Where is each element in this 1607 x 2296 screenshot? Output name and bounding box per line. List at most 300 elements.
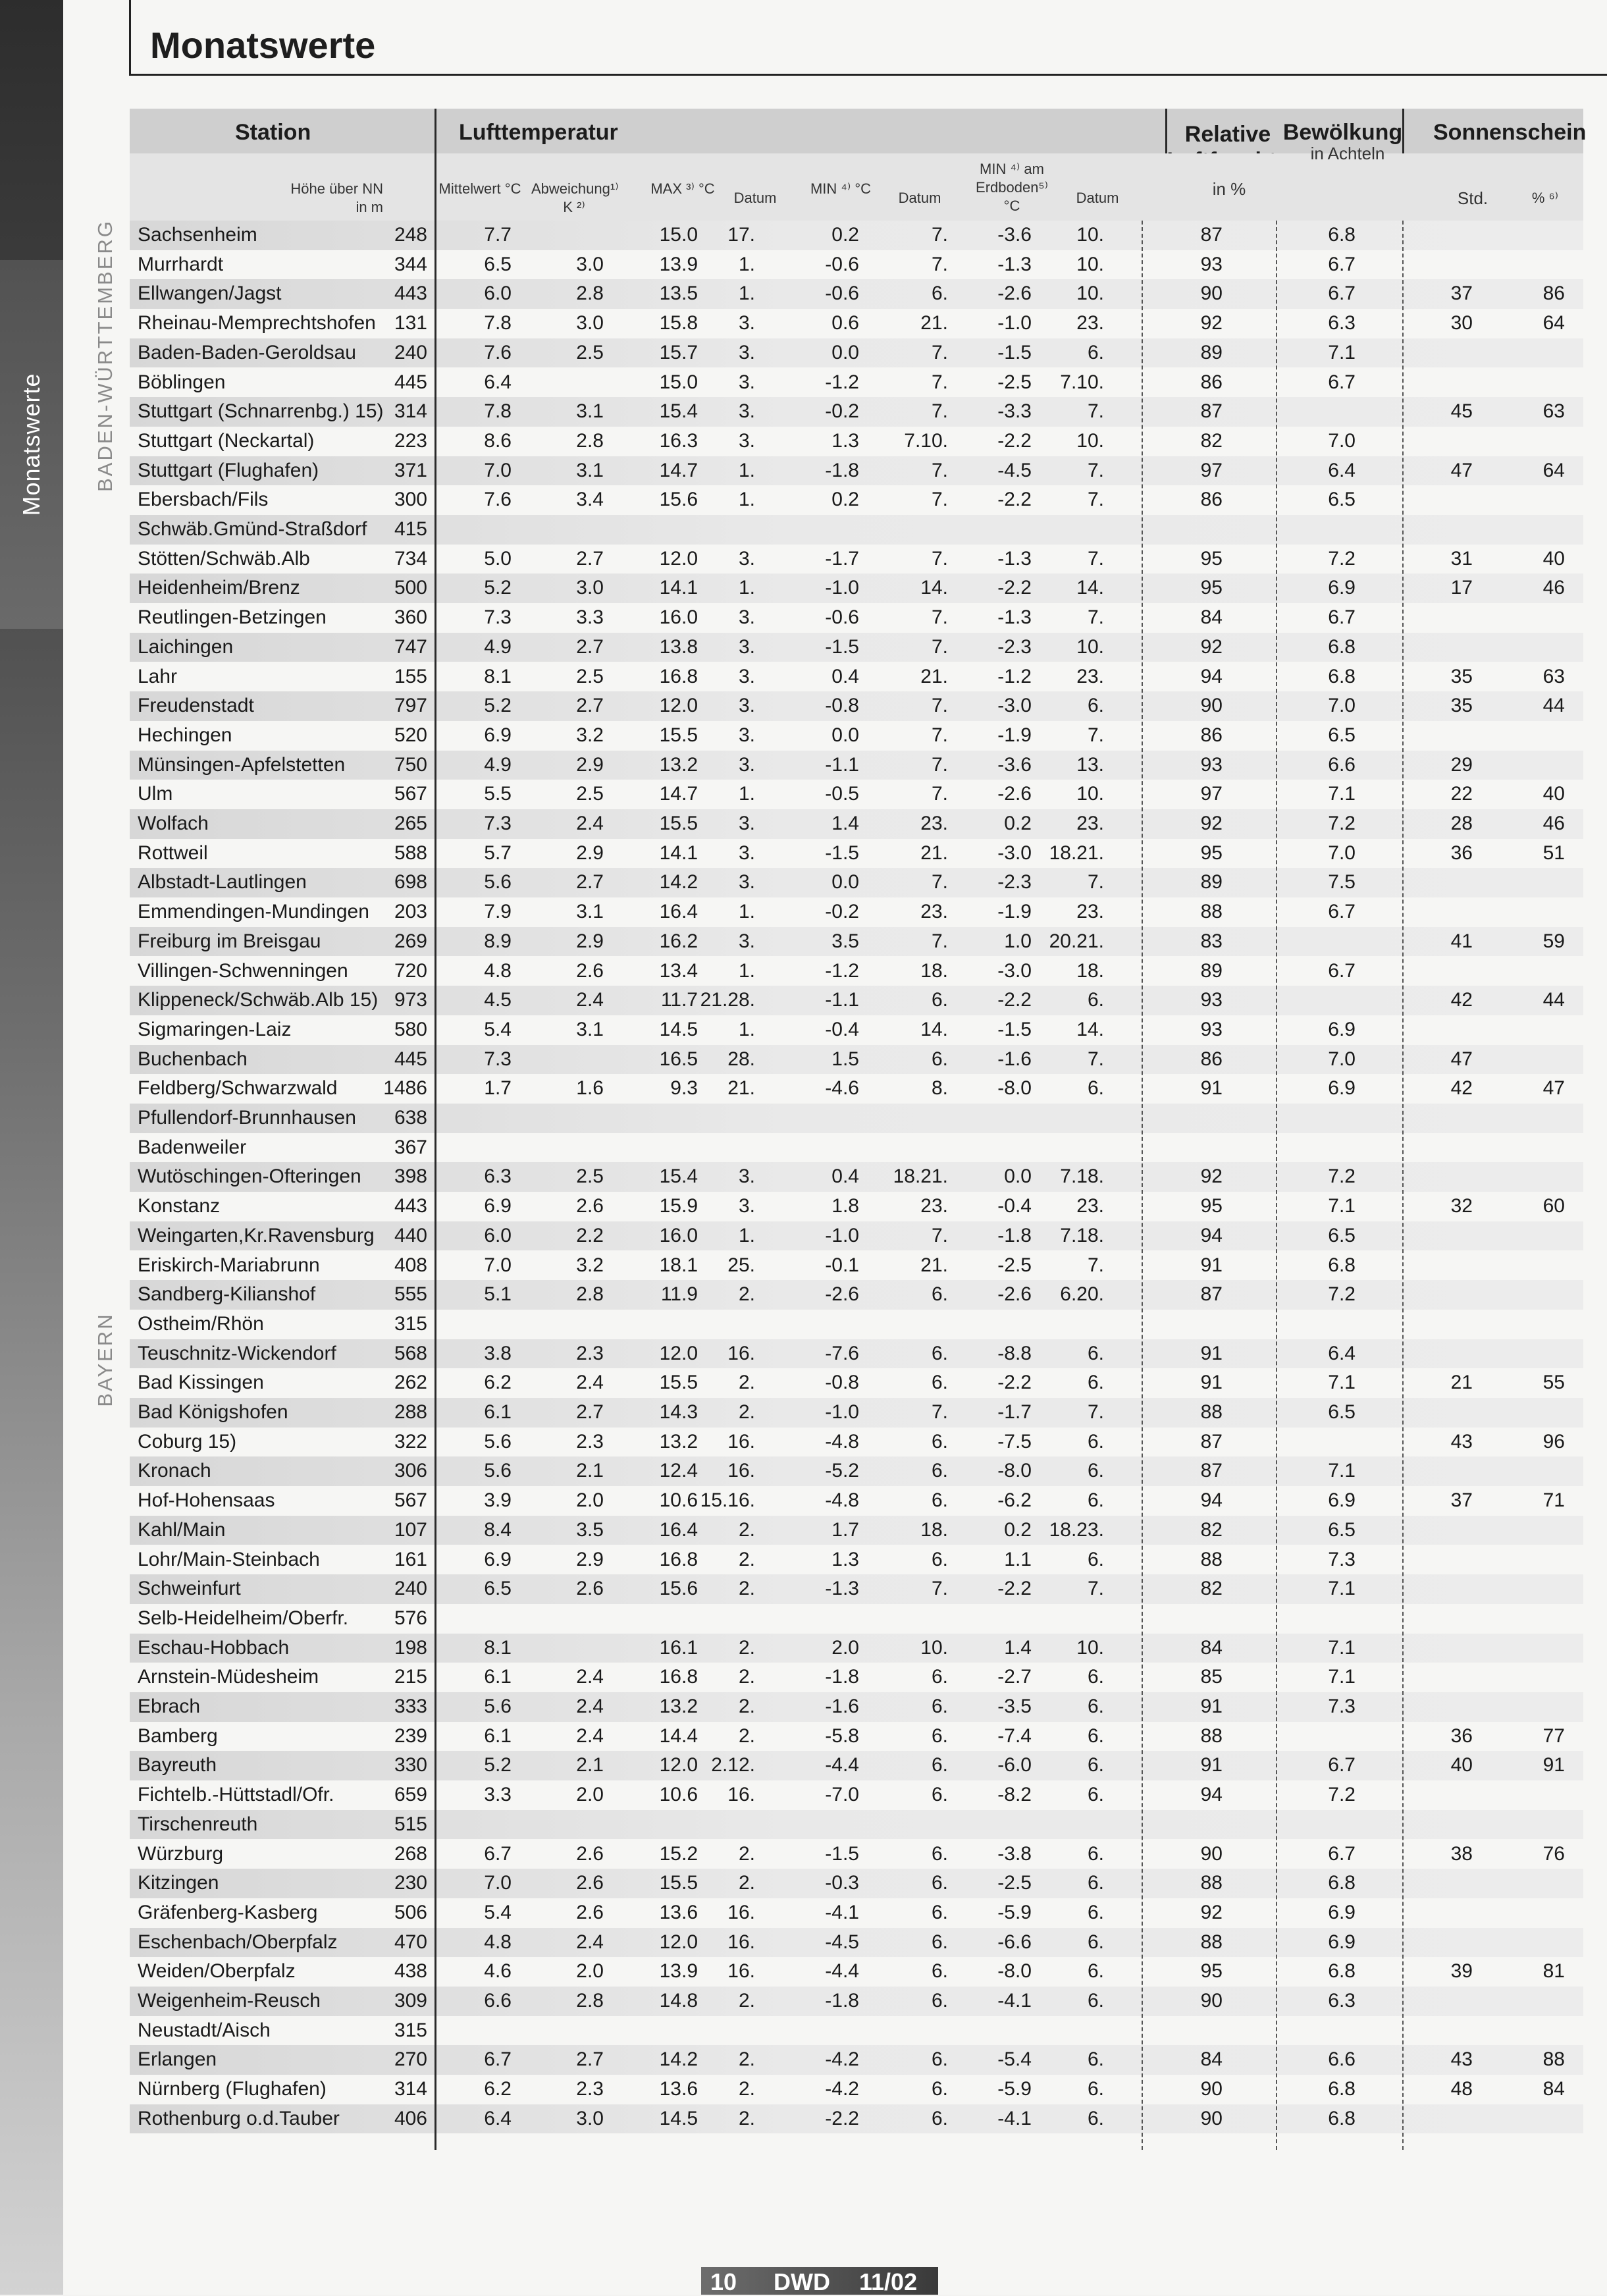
header-cloud: Bewölkung <box>1282 120 1403 145</box>
cell-name: Reutlingen-Betzingen <box>138 606 327 629</box>
cell-humidity: 82 <box>1200 429 1223 452</box>
cell-name: Fichtelb.-Hüttstadl/Ofr. <box>138 1784 334 1806</box>
cell-humidity: 94 <box>1200 1224 1223 1246</box>
cell-date-min: 7. <box>931 871 948 894</box>
cell-date-ground: 10. <box>1076 1636 1104 1659</box>
cell-max: 15.5 <box>659 724 698 746</box>
cell-date-ground: 6. <box>1087 2107 1104 2129</box>
cell-min-ground: -8.0 <box>997 1077 1032 1100</box>
cell-date-ground: 7.18. <box>1060 1224 1104 1246</box>
cell-humidity: 93 <box>1200 753 1223 776</box>
cell-humidity: 88 <box>1200 1548 1223 1570</box>
cell-cloud: 6.9 <box>1328 577 1356 599</box>
cell-min: -1.8 <box>825 1990 859 2012</box>
cell-sun-percent: 64 <box>1542 459 1565 481</box>
cell-date-max: 3. <box>738 547 755 570</box>
cell-mean: 3.3 <box>484 1784 512 1806</box>
cell-date-min: 6. <box>931 1283 948 1306</box>
cell-deviation: 2.4 <box>576 1931 604 1953</box>
cell-humidity: 87 <box>1200 1460 1223 1482</box>
cell-date-min: 14. <box>920 577 948 599</box>
cell-date-min: 23. <box>920 1195 948 1217</box>
cell-date-ground: 20.21. <box>1049 930 1104 952</box>
cell-humidity: 91 <box>1200 1372 1223 1394</box>
cell-date-max: 2. <box>738 1283 755 1306</box>
table-row <box>130 2075 1583 2104</box>
subheader-altitude: Höhe über NN in m <box>290 180 383 215</box>
cell-name: Wolfach <box>138 813 209 834</box>
table-row <box>130 1162 1583 1192</box>
cell-min: -2.2 <box>825 2107 859 2129</box>
table-row <box>130 1074 1583 1104</box>
cell-date-min: 6. <box>931 1342 948 1364</box>
cell-date-ground: 6. <box>1087 1548 1104 1570</box>
cell-cloud: 7.2 <box>1328 1165 1356 1188</box>
cell-cloud: 6.4 <box>1328 1342 1356 1364</box>
cell-date-min: 7. <box>931 635 948 658</box>
cell-date-ground: 6. <box>1087 1990 1104 2012</box>
cell-altitude: 309 <box>394 1990 427 2012</box>
table-row <box>130 1045 1583 1075</box>
cell-cloud: 6.5 <box>1328 1224 1356 1246</box>
cell-min: -7.0 <box>825 1784 859 1806</box>
cell-date-min: 6. <box>931 1430 948 1453</box>
cell-date-min: 6. <box>931 1460 948 1482</box>
cell-humidity: 88 <box>1200 901 1223 923</box>
table-row <box>130 957 1583 986</box>
cell-humidity: 89 <box>1200 959 1223 982</box>
cell-date-min: 6. <box>931 1872 948 1894</box>
cell-deviation: 3.0 <box>576 253 604 275</box>
cell-max: 16.8 <box>659 665 698 687</box>
cell-date-ground: 23. <box>1076 813 1104 834</box>
cell-date-min: 6. <box>931 1784 948 1806</box>
cell-min: -1.7 <box>825 547 859 570</box>
cell-name: Schweinfurt <box>138 1578 241 1600</box>
cell-sun-percent: 88 <box>1542 2048 1565 2071</box>
cell-name: Rheinau-Memprechtshofen <box>138 312 376 334</box>
cell-humidity: 90 <box>1200 282 1223 305</box>
cell-date-max: 2. <box>738 1636 755 1659</box>
cell-date-ground: 7.18. <box>1060 1165 1104 1188</box>
cell-min-ground: -7.5 <box>997 1430 1032 1453</box>
cell-date-max: 28. <box>727 1048 755 1070</box>
cell-date-max: 2. <box>738 1872 755 1894</box>
cell-max: 16.4 <box>659 901 698 923</box>
cell-min: -1.8 <box>825 459 859 481</box>
cell-altitude: 265 <box>394 813 427 834</box>
cell-altitude: 659 <box>394 1784 427 1806</box>
cell-date-min: 7. <box>931 547 948 570</box>
cell-deviation: 3.2 <box>576 724 604 746</box>
cell-date-min: 23. <box>920 901 948 923</box>
cell-min-ground: -2.5 <box>997 371 1032 393</box>
cell-date-ground: 18. <box>1076 959 1104 982</box>
cell-min-ground: -6.0 <box>997 1754 1032 1776</box>
cell-max: 12.0 <box>659 1342 698 1364</box>
table-row <box>130 662 1583 692</box>
cell-humidity: 90 <box>1200 1990 1223 2012</box>
cell-mean: 7.7 <box>484 224 512 246</box>
cell-humidity: 91 <box>1200 1342 1223 1364</box>
cell-min: 0.2 <box>831 224 859 246</box>
cell-humidity: 88 <box>1200 1724 1223 1747</box>
cell-altitude: 406 <box>394 2107 427 2129</box>
cell-date-min: 7. <box>931 224 948 246</box>
cell-min-ground: -1.8 <box>997 1224 1032 1246</box>
cell-cloud: 6.3 <box>1328 1990 1356 2012</box>
cell-min: 1.3 <box>831 1548 859 1570</box>
cell-mean: 7.0 <box>484 1872 512 1894</box>
cell-name: Heidenheim/Brenz <box>138 577 300 599</box>
cell-min-ground: -8.0 <box>997 1960 1032 1983</box>
cell-mean: 4.9 <box>484 635 512 658</box>
cell-deviation: 3.0 <box>576 577 604 599</box>
cell-name: Sachsenheim <box>138 224 257 246</box>
cell-cloud: 6.7 <box>1328 371 1356 393</box>
cell-cloud: 7.3 <box>1328 1695 1356 1717</box>
header-air-temperature: Lufttemperatur <box>459 120 618 145</box>
table-row <box>130 691 1583 721</box>
cell-mean: 4.9 <box>484 753 512 776</box>
cell-sun-hours: 35 <box>1450 695 1473 717</box>
cell-cloud: 7.2 <box>1328 547 1356 570</box>
cell-name: Villingen-Schwenningen <box>138 959 348 982</box>
cell-max: 13.8 <box>659 635 698 658</box>
table-row <box>130 1840 1583 1869</box>
cell-altitude: 698 <box>394 871 427 894</box>
cell-min: 1.8 <box>831 1195 859 1217</box>
cell-date-ground: 6. <box>1087 1724 1104 1747</box>
cell-altitude: 230 <box>394 1872 427 1894</box>
cell-humidity: 94 <box>1200 1489 1223 1512</box>
cell-min-ground: -5.4 <box>997 2048 1032 2071</box>
cell-date-min: 6. <box>931 1960 948 1983</box>
cell-deviation: 2.4 <box>576 1724 604 1747</box>
cell-cloud: 6.7 <box>1328 1842 1356 1865</box>
cell-date-max: 2. <box>738 1724 755 1747</box>
cell-max: 13.9 <box>659 1960 698 1983</box>
cell-min-ground: -6.6 <box>997 1931 1032 1953</box>
cell-humidity: 86 <box>1200 724 1223 746</box>
cell-min-ground: -2.2 <box>997 1578 1032 1600</box>
cell-min-ground: -8.8 <box>997 1342 1032 1364</box>
cell-mean: 5.6 <box>484 1460 512 1482</box>
cell-deviation: 2.7 <box>576 2048 604 2071</box>
cell-altitude: 576 <box>394 1607 427 1629</box>
cell-date-ground: 6. <box>1087 1784 1104 1806</box>
cell-min-ground: -3.0 <box>997 695 1032 717</box>
cell-min-ground: -2.6 <box>997 783 1032 805</box>
cell-date-max: 3. <box>738 930 755 952</box>
cell-name: Lohr/Main-Steinbach <box>138 1548 320 1570</box>
cell-min: 0.0 <box>831 724 859 746</box>
cell-cloud: 7.5 <box>1328 871 1356 894</box>
cell-min: 0.2 <box>831 489 859 511</box>
cell-deviation: 2.7 <box>576 1401 604 1423</box>
cell-name: Murrhardt <box>138 253 224 275</box>
cell-date-ground: 14. <box>1076 577 1104 599</box>
cell-min-ground: -4.1 <box>997 2107 1032 2129</box>
table-row <box>130 633 1583 662</box>
cell-name: Ebersbach/Fils <box>138 489 269 511</box>
cell-date-max: 21. <box>727 1077 755 1100</box>
cell-deviation: 2.9 <box>576 1548 604 1570</box>
cell-max: 15.5 <box>659 1872 698 1894</box>
cell-date-max: 16. <box>727 1430 755 1453</box>
cell-date-min: 6. <box>931 1372 948 1394</box>
cell-name: Münsingen-Apfelstetten <box>138 753 346 776</box>
cell-sun-percent: 47 <box>1542 1077 1565 1100</box>
cell-name: Weiden/Oberpfalz <box>138 1960 296 1983</box>
table-row <box>130 897 1583 927</box>
cell-altitude: 315 <box>394 1312 427 1335</box>
cell-humidity: 89 <box>1200 341 1223 363</box>
cell-name: Weigenheim-Reusch <box>138 1990 321 2012</box>
cell-min-ground: -6.2 <box>997 1489 1032 1512</box>
cell-humidity: 90 <box>1200 2078 1223 2100</box>
cell-mean: 6.0 <box>484 1224 512 1246</box>
cell-max: 15.7 <box>659 341 698 363</box>
cell-name: Gräfenberg-Kasberg <box>138 1901 318 1923</box>
cell-humidity: 86 <box>1200 371 1223 393</box>
cell-date-min: 21. <box>920 665 948 687</box>
table-row <box>130 1957 1583 1987</box>
cell-altitude: 750 <box>394 753 427 776</box>
cell-date-ground: 10. <box>1076 253 1104 275</box>
cell-date-max: 2. <box>738 2048 755 2071</box>
cell-date-min: 7. <box>931 1401 948 1423</box>
cell-altitude: 314 <box>394 2078 427 2100</box>
cell-min: -0.2 <box>825 400 859 423</box>
cell-altitude: 734 <box>394 547 427 570</box>
cell-altitude: 398 <box>394 1165 427 1188</box>
cell-altitude: 515 <box>394 1813 427 1835</box>
cell-deviation: 3.4 <box>576 489 604 511</box>
cell-date-max: 2. <box>738 2078 755 2100</box>
cell-deviation: 2.4 <box>576 989 604 1011</box>
cell-humidity: 91 <box>1200 1754 1223 1776</box>
cell-min: -0.6 <box>825 253 859 275</box>
cell-mean: 5.4 <box>484 1018 512 1040</box>
cell-min: -1.0 <box>825 577 859 599</box>
cell-altitude: 333 <box>394 1695 427 1717</box>
table-row <box>130 1604 1583 1634</box>
cell-cloud: 6.7 <box>1328 1754 1356 1776</box>
cell-name: Bayreuth <box>138 1754 217 1776</box>
cell-date-ground: 6. <box>1087 341 1104 363</box>
cell-humidity: 95 <box>1200 1195 1223 1217</box>
table-row <box>130 1398 1583 1428</box>
cell-min-ground: -8.2 <box>997 1784 1032 1806</box>
cell-mean: 5.0 <box>484 547 512 570</box>
cell-mean: 7.0 <box>484 1254 512 1276</box>
subheader-date-max: Datum <box>733 190 777 206</box>
cell-altitude: 443 <box>394 1195 427 1217</box>
cell-date-max: 3. <box>738 312 755 334</box>
cell-min-ground: -3.0 <box>997 841 1032 864</box>
cell-max: 14.7 <box>659 459 698 481</box>
cell-max: 13.2 <box>659 1695 698 1717</box>
cell-sun-hours: 17 <box>1450 577 1473 599</box>
cell-humidity: 92 <box>1200 1165 1223 1188</box>
cell-min: -0.2 <box>825 901 859 923</box>
cell-mean: 7.3 <box>484 813 512 834</box>
cell-min: -1.5 <box>825 635 859 658</box>
cell-mean: 4.5 <box>484 989 512 1011</box>
cell-min-ground: -2.2 <box>997 1372 1032 1394</box>
cell-date-ground: 6. <box>1087 1931 1104 1953</box>
cell-min-ground: -2.2 <box>997 429 1032 452</box>
cell-humidity: 95 <box>1200 547 1223 570</box>
cell-name: Ulm <box>138 783 173 805</box>
table-row <box>130 1104 1583 1133</box>
cell-sun-percent: 55 <box>1542 1372 1565 1394</box>
cell-date-min: 7.10. <box>904 429 948 452</box>
cell-sun-percent: 46 <box>1542 813 1565 834</box>
table-row <box>130 427 1583 456</box>
cell-date-min: 7. <box>931 341 948 363</box>
cell-cloud: 6.8 <box>1328 1960 1356 1983</box>
cell-altitude: 360 <box>394 606 427 629</box>
cell-date-min: 6. <box>931 1901 948 1923</box>
table-row <box>130 1810 1583 1840</box>
cell-date-ground: 6. <box>1087 2078 1104 2100</box>
cell-min: -1.8 <box>825 1666 859 1688</box>
footer-issue: 11/02 <box>859 2268 918 2295</box>
table-row <box>130 1663 1583 1692</box>
cell-min: -0.1 <box>825 1254 859 1276</box>
cell-sun-hours: 42 <box>1450 1077 1473 1100</box>
cell-mean: 4.6 <box>484 1960 512 1983</box>
cell-date-max: 1. <box>738 253 755 275</box>
cell-date-ground: 7. <box>1087 489 1104 511</box>
cell-mean: 6.5 <box>484 1578 512 1600</box>
cell-min-ground: -2.3 <box>997 871 1032 894</box>
cell-date-max: 3. <box>738 400 755 423</box>
cell-altitude: 262 <box>394 1372 427 1394</box>
cell-sun-hours: 29 <box>1450 753 1473 776</box>
cell-date-min: 6. <box>931 1842 948 1865</box>
cell-sun-percent: 84 <box>1542 2078 1565 2100</box>
cell-altitude: 269 <box>394 930 427 952</box>
cell-humidity: 97 <box>1200 459 1223 481</box>
cell-date-max: 3. <box>738 341 755 363</box>
cell-date-min: 7. <box>931 695 948 717</box>
cell-min: -4.2 <box>825 2048 859 2071</box>
dashed-divider-cloud <box>1276 221 1277 2150</box>
cell-deviation: 2.5 <box>576 665 604 687</box>
cell-min-ground: -4.1 <box>997 1990 1032 2012</box>
cell-min-ground: -1.5 <box>997 1018 1032 1040</box>
table-row <box>130 839 1583 868</box>
cell-min: 0.4 <box>831 665 859 687</box>
cell-sun-percent: 77 <box>1542 1724 1565 1747</box>
cell-mean: 6.9 <box>484 1195 512 1217</box>
cell-date-ground: 7. <box>1087 1401 1104 1423</box>
cell-deviation: 2.5 <box>576 783 604 805</box>
cell-min: -1.2 <box>825 371 859 393</box>
cell-cloud: 6.4 <box>1328 459 1356 481</box>
cell-altitude: 1486 <box>383 1077 427 1100</box>
cell-date-min: 10. <box>920 1636 948 1659</box>
table-row <box>130 1780 1583 1810</box>
cell-date-min: 7. <box>931 606 948 629</box>
cell-sun-percent: 71 <box>1542 1489 1565 1512</box>
cell-min: 1.7 <box>831 1518 859 1541</box>
cell-date-min: 7. <box>931 1578 948 1600</box>
cell-humidity: 95 <box>1200 841 1223 864</box>
cell-sun-percent: 86 <box>1542 282 1565 305</box>
cell-sun-hours: 36 <box>1450 841 1473 864</box>
cell-altitude: 344 <box>394 253 427 275</box>
cell-date-max: 3. <box>738 635 755 658</box>
table-row <box>130 1280 1583 1310</box>
cell-cloud: 6.9 <box>1328 1077 1356 1100</box>
cell-name: Kronach <box>138 1460 211 1482</box>
cell-max: 13.9 <box>659 253 698 275</box>
table-row <box>130 603 1583 633</box>
cell-cloud: 7.1 <box>1328 1666 1356 1688</box>
cell-cloud: 6.8 <box>1328 1254 1356 1276</box>
cell-mean: 6.5 <box>484 253 512 275</box>
cell-name: Laichingen <box>138 635 234 658</box>
cell-date-ground: 10. <box>1076 224 1104 246</box>
cell-date-min: 6. <box>931 989 948 1011</box>
cell-max: 11.9 <box>660 1283 698 1306</box>
cell-date-min: 6. <box>931 1548 948 1570</box>
cell-cloud: 6.7 <box>1328 253 1356 275</box>
cell-name: Klippeneck/Schwäb.Alb 15) <box>138 989 379 1011</box>
cell-min-ground: -8.0 <box>997 1460 1032 1482</box>
cell-min-ground: -1.6 <box>997 1048 1032 1070</box>
cell-min: -1.2 <box>825 959 859 982</box>
cell-date-min: 6. <box>931 1695 948 1717</box>
cell-date-min: 6. <box>931 1724 948 1747</box>
cell-altitude: 270 <box>394 2048 427 2071</box>
table-row <box>130 1368 1583 1398</box>
cell-cloud: 6.5 <box>1328 1401 1356 1423</box>
cell-date-min: 6. <box>931 2107 948 2129</box>
cell-name: Hechingen <box>138 724 232 746</box>
cell-altitude: 720 <box>394 959 427 982</box>
cell-altitude: 443 <box>394 282 427 305</box>
cell-date-max: 2.12. <box>711 1754 755 1776</box>
cell-min-ground: -5.9 <box>997 1901 1032 1923</box>
cell-sun-hours: 41 <box>1450 930 1473 952</box>
table-row <box>130 1545 1583 1575</box>
cell-sun-hours: 48 <box>1450 2078 1473 2100</box>
cell-humidity: 92 <box>1200 635 1223 658</box>
cell-deviation: 2.1 <box>576 1754 604 1776</box>
cell-humidity: 97 <box>1200 783 1223 805</box>
cell-min: -4.1 <box>825 1901 859 1923</box>
cell-max: 10.6 <box>659 1489 698 1512</box>
cell-cloud: 6.9 <box>1328 1901 1356 1923</box>
page-title: Monatswerte <box>150 24 376 66</box>
cell-mean: 6.9 <box>484 724 512 746</box>
cell-name: Albstadt-Lautlingen <box>138 871 307 894</box>
cell-min: -0.3 <box>825 1872 859 1894</box>
header-humidity: Relative <box>1165 121 1290 174</box>
cell-max: 12.4 <box>659 1460 698 1482</box>
cell-date-max: 2. <box>738 1578 755 1600</box>
cell-min-ground: -1.3 <box>997 606 1032 629</box>
cell-date-max: 2. <box>738 1990 755 2012</box>
cell-name: Arnstein-Müdesheim <box>138 1666 319 1688</box>
cell-sun-hours: 31 <box>1450 547 1473 570</box>
cell-min: 3.5 <box>831 930 859 952</box>
